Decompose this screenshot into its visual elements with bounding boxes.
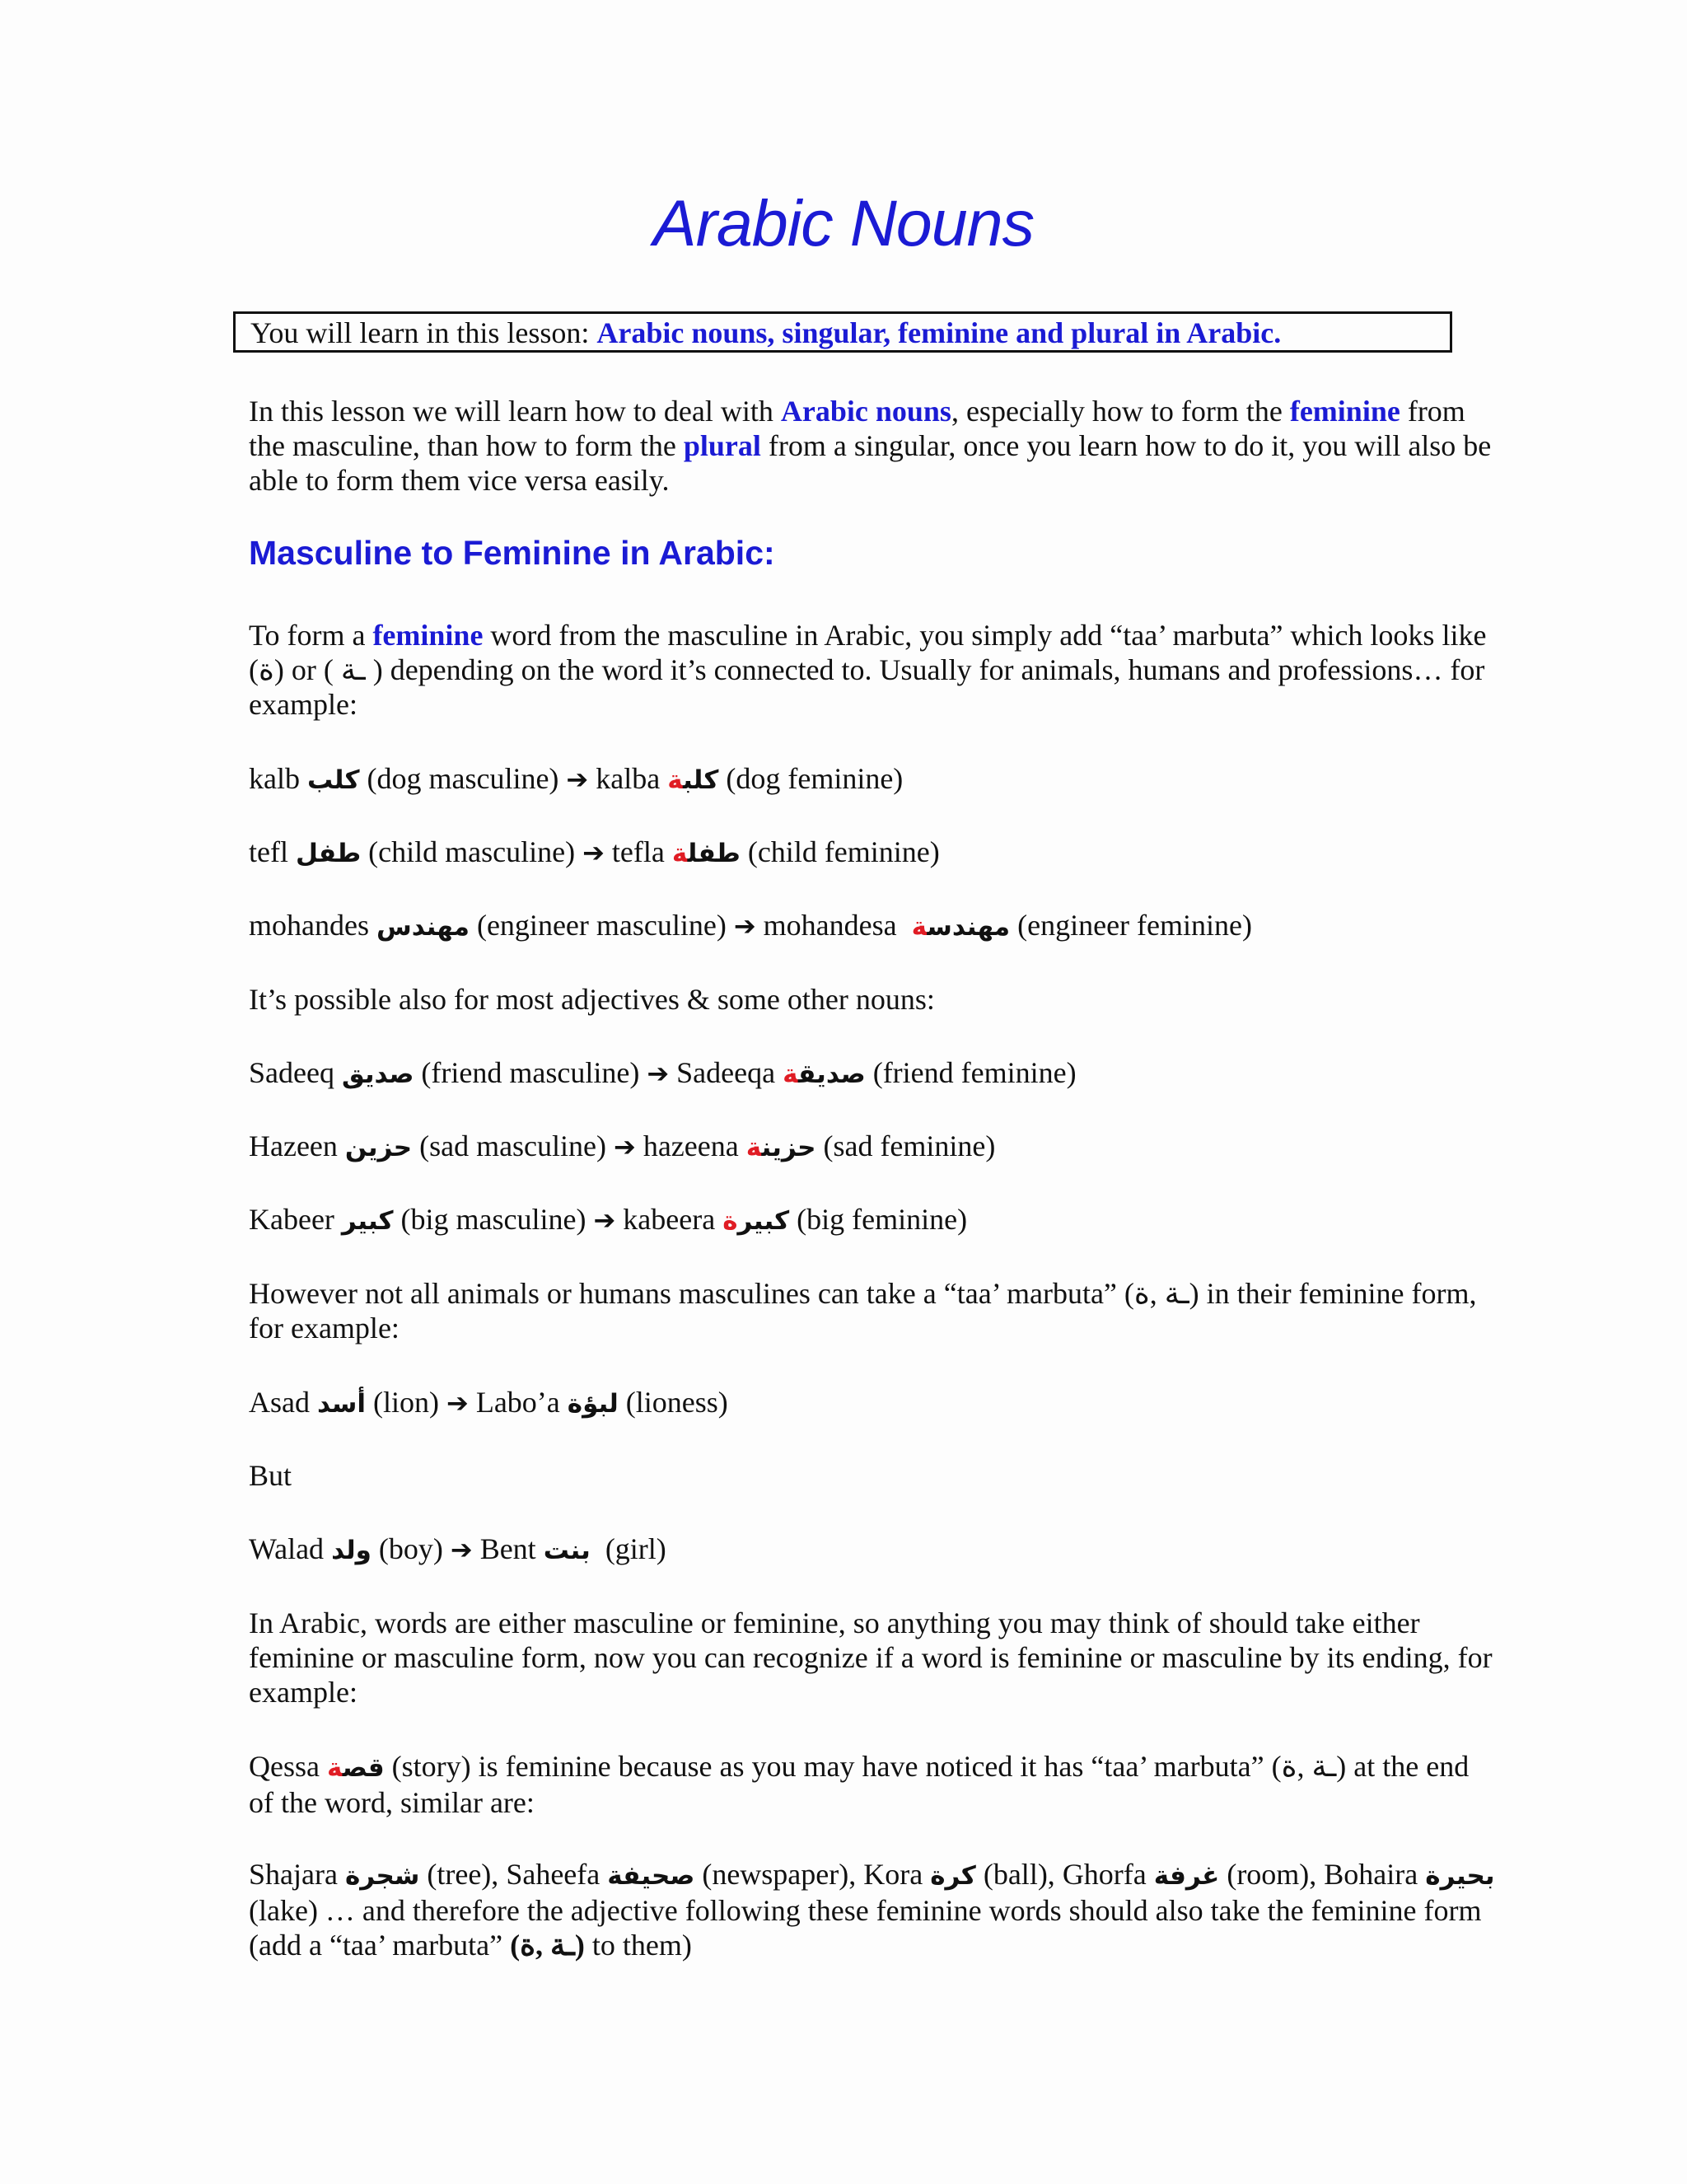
objective-highlight: Arabic nouns, singular, feminine and plural in Arabic. xyxy=(596,316,1282,349)
masculine-latin: Kabeer xyxy=(249,1203,342,1236)
feminine-arabic xyxy=(783,1059,866,1089)
word-gloss: (ball), xyxy=(975,1858,1063,1891)
intro-text: from the masculine, than how to form the xyxy=(249,395,1465,462)
masculine-gloss: (boy) xyxy=(371,1532,451,1565)
intro-term-feminine: feminine xyxy=(1289,395,1400,428)
feminine-gloss: (sad feminine) xyxy=(815,1129,996,1162)
masculine-gloss: (lion) xyxy=(366,1386,447,1419)
feminine-gloss: (engineer feminine) xyxy=(1010,909,1252,942)
word-arabic: شجرة xyxy=(344,1861,420,1891)
intro-term-arabic-nouns: Arabic nouns xyxy=(780,395,951,428)
taa-marbuta-ending: ة xyxy=(667,765,684,795)
feminine-arabic xyxy=(672,839,741,868)
masculine-latin: mohandes xyxy=(249,909,376,942)
masculine-arabic: كبير xyxy=(341,1206,394,1236)
adjective-row xyxy=(249,1129,1501,1165)
intro-text: from a singular, once you learn how to do it, you will also be able to form them vice versa easily. xyxy=(249,429,1492,497)
arrow-icon: ➔ xyxy=(614,1131,636,1162)
word-gloss: (room), xyxy=(1219,1858,1325,1891)
feminine-gloss: (big feminine) xyxy=(789,1203,968,1236)
feminine-latin: kalba xyxy=(588,762,668,795)
adjective-row xyxy=(249,1202,1501,1238)
intro-paragraph xyxy=(249,394,1501,498)
feminine-gloss: (friend feminine) xyxy=(865,1056,1077,1089)
feminine-gloss: (dog feminine) xyxy=(718,762,904,795)
feminine-gloss: (child feminine) xyxy=(740,835,940,868)
masculine-arabic: مهندس xyxy=(376,912,470,942)
masculine-arabic: صديق xyxy=(341,1059,414,1089)
word-arabic: صحيفة xyxy=(607,1861,695,1891)
feminine-arabic-stem: كبير xyxy=(737,1206,790,1236)
masculine-latin: Walad xyxy=(249,1532,332,1565)
qessa-latin: Qessa xyxy=(249,1750,327,1783)
masculine-latin: kalb xyxy=(249,762,307,795)
feminine-latin: hazeena xyxy=(635,1129,746,1162)
example-row xyxy=(249,908,1501,944)
taa-marbuta-ending: ة xyxy=(671,839,688,868)
arrow-icon: ➔ xyxy=(446,1387,469,1419)
example-row xyxy=(249,835,1501,871)
feminine-latin: Sadeeqa xyxy=(669,1056,783,1089)
masculine-arabic: أسد xyxy=(317,1389,367,1419)
feminine-arabic-stem: كلب xyxy=(683,765,719,795)
masculine-gloss: (child masculine) xyxy=(361,835,583,868)
arrow-icon: ➔ xyxy=(593,1204,616,1236)
arrow-icon: ➔ xyxy=(582,837,605,868)
feminine-latin: mohandesa xyxy=(755,909,912,942)
taa-marbuta-ending: ة xyxy=(911,912,928,942)
lesson-objective-box xyxy=(233,311,1452,353)
feminine-arabic: لبؤة xyxy=(567,1389,619,1419)
masculine-gloss: (big masculine) xyxy=(393,1203,594,1236)
qessa-arabic xyxy=(327,1753,385,1783)
similar-words-paragraph xyxy=(249,1857,1501,1962)
taa-marbuta-ending: ة xyxy=(745,1133,762,1162)
qessa-paragraph xyxy=(249,1749,1501,1820)
feminine-arabic: بنت xyxy=(543,1536,591,1565)
word-gloss: (newspaper), xyxy=(694,1858,864,1891)
adjectives-intro: It’s possible also for most adjectives & some other nouns: xyxy=(249,983,935,1016)
page-title: Arabic Nouns xyxy=(652,186,1035,260)
masculine-latin: Sadeeq xyxy=(249,1056,342,1089)
taa-marbuta-ending: ة xyxy=(783,1059,798,1089)
masculine-arabic: حزين xyxy=(344,1133,413,1162)
intro-text: , especially how to form the xyxy=(951,395,1290,428)
arrow-icon: ➔ xyxy=(647,1058,670,1089)
but-text: But xyxy=(249,1459,292,1492)
masculine-latin: Asad xyxy=(249,1386,317,1419)
feminine-arabic xyxy=(667,765,718,795)
masculine-gloss: (engineer masculine) xyxy=(469,909,734,942)
masculine-arabic: ولد xyxy=(331,1536,372,1565)
feminine-gloss: (girl) xyxy=(590,1532,666,1565)
masculine-arabic: طفل xyxy=(295,839,362,868)
feminine-latin: tefla xyxy=(604,835,672,868)
boy-example xyxy=(249,1532,1501,1568)
taa-marbuta-ending: ة xyxy=(326,1753,343,1783)
masculine-gloss: (friend masculine) xyxy=(414,1056,647,1089)
feminine-latin: Bent xyxy=(472,1532,544,1565)
word-gloss: (tree), xyxy=(419,1858,507,1891)
intro-term-plural: plural xyxy=(683,429,761,462)
feminine-arabic-stem: صديق xyxy=(797,1059,866,1089)
masculine-gloss: (sad masculine) xyxy=(412,1129,615,1162)
intro-text: In this lesson we will learn how to deal with xyxy=(249,395,781,428)
example-row xyxy=(249,761,1501,797)
masculine-latin: Hazeen xyxy=(249,1129,345,1162)
word-latin: Saheefa xyxy=(506,1858,608,1891)
exception-paragraph: However not all animals or humans masculines can take a “taa’ marbuta” (ـة ,ة) in their feminine form, for example: xyxy=(249,1277,1477,1345)
word-latin: Shajara xyxy=(249,1858,345,1891)
similar-tail-end: to them) xyxy=(584,1929,692,1962)
feminine-arabic-stem: حزين xyxy=(761,1133,816,1162)
adjective-row xyxy=(249,1055,1501,1092)
feminine-latin: kabeera xyxy=(615,1203,723,1236)
word-latin: Bohaira xyxy=(1324,1858,1426,1891)
rule-paragraph xyxy=(249,618,1501,722)
rule-text: word from the masculine in Arabic, you simply add “taa’ marbuta” which looks like (ة) or ( ـة ) depending on the word it’s connected to. Usually for animals, humans and professions… for example: xyxy=(249,619,1487,721)
feminine-arabic-stem: طفل xyxy=(687,839,741,868)
feminine-arabic-stem: مهندس xyxy=(927,912,1011,942)
feminine-arabic xyxy=(722,1206,789,1236)
arrow-icon: ➔ xyxy=(733,910,756,942)
word-latin: Kora xyxy=(863,1858,931,1891)
similar-tail-text: (lake) … and therefore the adjective following these feminine words should also take the feminine form (add a “taa’ marbuta” xyxy=(249,1894,1482,1962)
qessa-text: (story) is feminine because as you may have noticed it has “taa’ marbuta” (ـة ,ة) at the end of the word, similar are: xyxy=(249,1750,1470,1819)
arrow-icon: ➔ xyxy=(450,1534,473,1565)
taa-marbuta-forms: (ـة ,ة) xyxy=(510,1929,585,1962)
word-arabic: غرفة xyxy=(1153,1861,1220,1891)
qessa-arabic-stem: قص xyxy=(342,1753,385,1783)
masculine-arabic: كلب xyxy=(306,765,360,795)
section-heading: Masculine to Feminine in Arabic: xyxy=(249,534,775,572)
gender-paragraph: In Arabic, words are either masculine or feminine, so anything you may think of should take either feminine or masculine form, now you can recognize if a word is feminine or masculine by its ending, for example: xyxy=(249,1606,1493,1709)
word-latin: Ghorfa xyxy=(1062,1858,1154,1891)
masculine-latin: tefl xyxy=(249,835,296,868)
masculine-gloss: (dog masculine) xyxy=(359,762,567,795)
word-arabic: بحيرة xyxy=(1425,1861,1495,1891)
lion-example xyxy=(249,1385,1501,1421)
arrow-icon: ➔ xyxy=(566,764,589,795)
feminine-arabic xyxy=(746,1133,816,1162)
feminine-gloss: (lioness) xyxy=(618,1386,728,1419)
feminine-latin: Labo’a xyxy=(468,1386,568,1419)
rule-term-feminine: feminine xyxy=(372,619,484,652)
word-arabic: كرة xyxy=(930,1861,976,1891)
rule-text: To form a xyxy=(249,619,373,652)
taa-marbuta-ending: ة xyxy=(722,1206,738,1236)
objective-prefix: You will learn in this lesson: xyxy=(250,316,597,349)
feminine-arabic xyxy=(912,912,1011,942)
